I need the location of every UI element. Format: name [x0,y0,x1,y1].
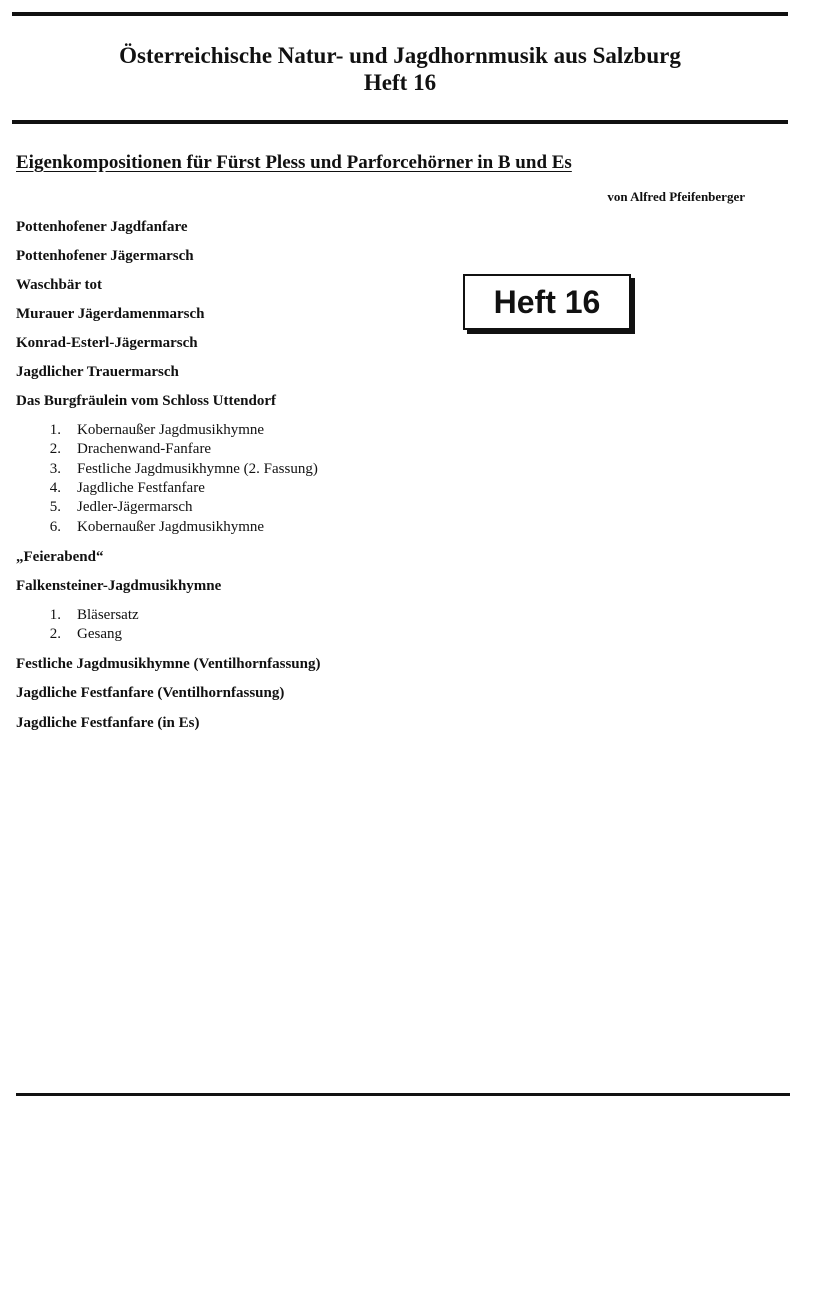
sub-list-text: Kobernaußer Jagdmusikhymne [77,519,265,535]
sub-list-text: Kobernaußer Jagdmusikhymne [77,422,265,438]
sub-list-number: 5. [49,499,61,515]
sub-list-number: 3. [49,461,61,477]
list-item: Murauer Jägerdamenmarsch [16,306,205,322]
page-subtitle: Heft 16 [363,70,437,95]
list-item: Waschbär tot [16,277,102,293]
sub-list-text: Gesang [77,626,122,642]
list-item: Das Burgfräulein vom Schloss Uttendorf [16,393,277,409]
sub-list-number: 4. [49,480,61,496]
sub-list-item [40,421,264,440]
list-item: Jagdlicher Trauermarsch [16,364,179,380]
sub-list-number: 1. [49,607,61,623]
list-item: Konrad-Esterl-Jägermarsch [16,335,198,351]
list-item: Pottenhofener Jagdfanfare [16,219,188,235]
sub-list-number: 2. [49,626,61,642]
sub-list-item [40,498,192,517]
header-rule [12,120,788,124]
sub-list-item [40,625,122,644]
list-item: Jagdliche Festfanfare (Ventilhornfassung) [16,685,285,701]
heft-badge: Heft 16 [463,274,631,330]
footer-rule [16,1093,790,1096]
top-rule [12,12,788,16]
sub-list-number: 2. [49,441,61,457]
list-item: Falkensteiner-Jagdmusikhymne [16,578,222,594]
sub-list-number: 6. [49,519,61,535]
sub-list-text: Drachenwand-Fanfare [77,441,212,457]
author-credit: von Alfred Pfeifenberger [607,189,745,204]
sub-list-item [40,479,205,498]
list-item: „Feierabend“ [16,549,104,565]
page-title: Österreichische Natur- und Jagdhornmusik aus Salzburg [119,43,681,68]
sub-list-item [40,606,139,625]
section-heading: Eigenkompositionen für Fürst Pless und Parforcehörner in B und Es [16,152,572,173]
sub-list-text: Jedler-Jägermarsch [77,499,193,515]
sub-list-text: Festliche Jagdmusikhymne (2. Fassung) [77,461,318,477]
sub-list-item [40,460,318,479]
sub-list-item [40,518,264,537]
list-item: Festliche Jagdmusikhymne (Ventilhornfassung) [16,656,321,672]
list-item: Pottenhofener Jägermarsch [16,248,194,264]
sub-list-number: 1. [49,422,61,438]
sub-list-item [40,440,211,459]
list-item: Jagdliche Festfanfare (in Es) [16,715,200,731]
sub-list-text: Bläsersatz [77,607,139,623]
sub-list-text: Jagdliche Festfanfare [77,480,205,496]
